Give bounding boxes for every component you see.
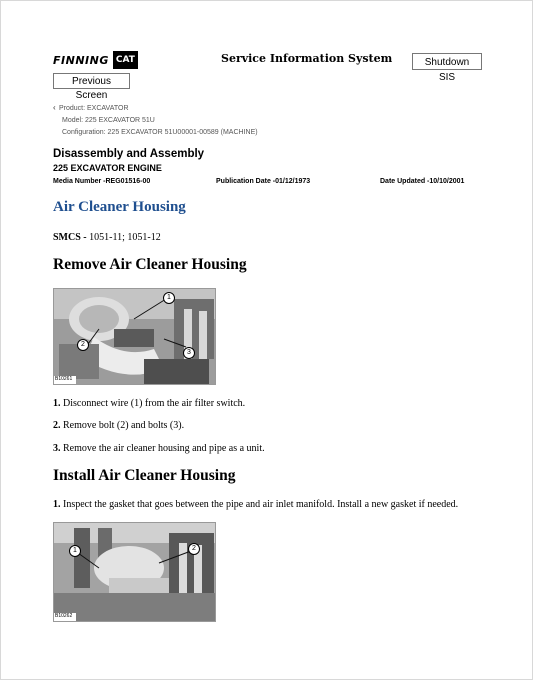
callout-1: 1 bbox=[163, 292, 175, 304]
callout-3: 3 bbox=[183, 347, 195, 359]
section-title: Disassembly and Assembly bbox=[53, 148, 205, 160]
breadcrumb-product: Product: EXCAVATOR bbox=[59, 105, 129, 112]
document-title: Air Cleaner Housing bbox=[53, 199, 186, 215]
callout-2: 2 bbox=[188, 543, 200, 555]
shutdown-sis-button[interactable]: Shutdown SIS bbox=[412, 53, 482, 70]
publication-date: Publication Date -01/12/1973 bbox=[216, 178, 311, 185]
callout-2: 2 bbox=[77, 339, 89, 351]
media-number: Media Number -REG01516-00 bbox=[53, 178, 151, 185]
install-step-1: 1. Inspect the gasket that goes between the pipe and air inlet manifold. Install a new gasket if needed. bbox=[53, 499, 459, 510]
install-heading: Install Air Cleaner Housing bbox=[53, 467, 236, 484]
previous-screen-button[interactable]: Previous Screen bbox=[53, 73, 130, 89]
app-title: Service Information System bbox=[221, 52, 393, 65]
remove-illustration-photo bbox=[53, 288, 216, 385]
engine-title: 225 EXCAVATOR ENGINE bbox=[53, 163, 162, 173]
remove-heading: Remove Air Cleaner Housing bbox=[53, 256, 247, 273]
remove-step-3: 3. Remove the air cleaner housing and pipe as a unit. bbox=[53, 443, 265, 454]
logo-text: FINNING bbox=[53, 53, 109, 67]
photo-code: B10261 bbox=[55, 376, 73, 382]
smcs-codes bbox=[53, 232, 161, 243]
breadcrumb bbox=[53, 102, 258, 139]
install-illustration-photo bbox=[53, 522, 216, 622]
smcs-values: 1051-11; 1051-12 bbox=[89, 232, 161, 243]
smcs-label: SMCS - bbox=[53, 232, 90, 243]
breadcrumb-model: Model: 225 EXCAVATOR 51U bbox=[62, 117, 155, 124]
remove-step-2: 2. Remove bolt (2) and bolts (3). bbox=[53, 420, 185, 431]
remove-step-1: 1. Disconnect wire (1) from the air filter switch. bbox=[53, 398, 246, 409]
breadcrumb-configuration: Configuration: 225 EXCAVATOR 51U00001-00589 (MACHINE) bbox=[62, 129, 258, 136]
date-updated: Date Updated -10/10/2001 bbox=[380, 178, 465, 185]
finning-cat-logo bbox=[53, 49, 137, 71]
callout-1: 1 bbox=[69, 545, 81, 557]
chevron-left-icon[interactable]: ‹ bbox=[53, 103, 56, 112]
photo-code: B10262 bbox=[55, 613, 73, 619]
cat-logo-box: CAT bbox=[113, 51, 138, 69]
